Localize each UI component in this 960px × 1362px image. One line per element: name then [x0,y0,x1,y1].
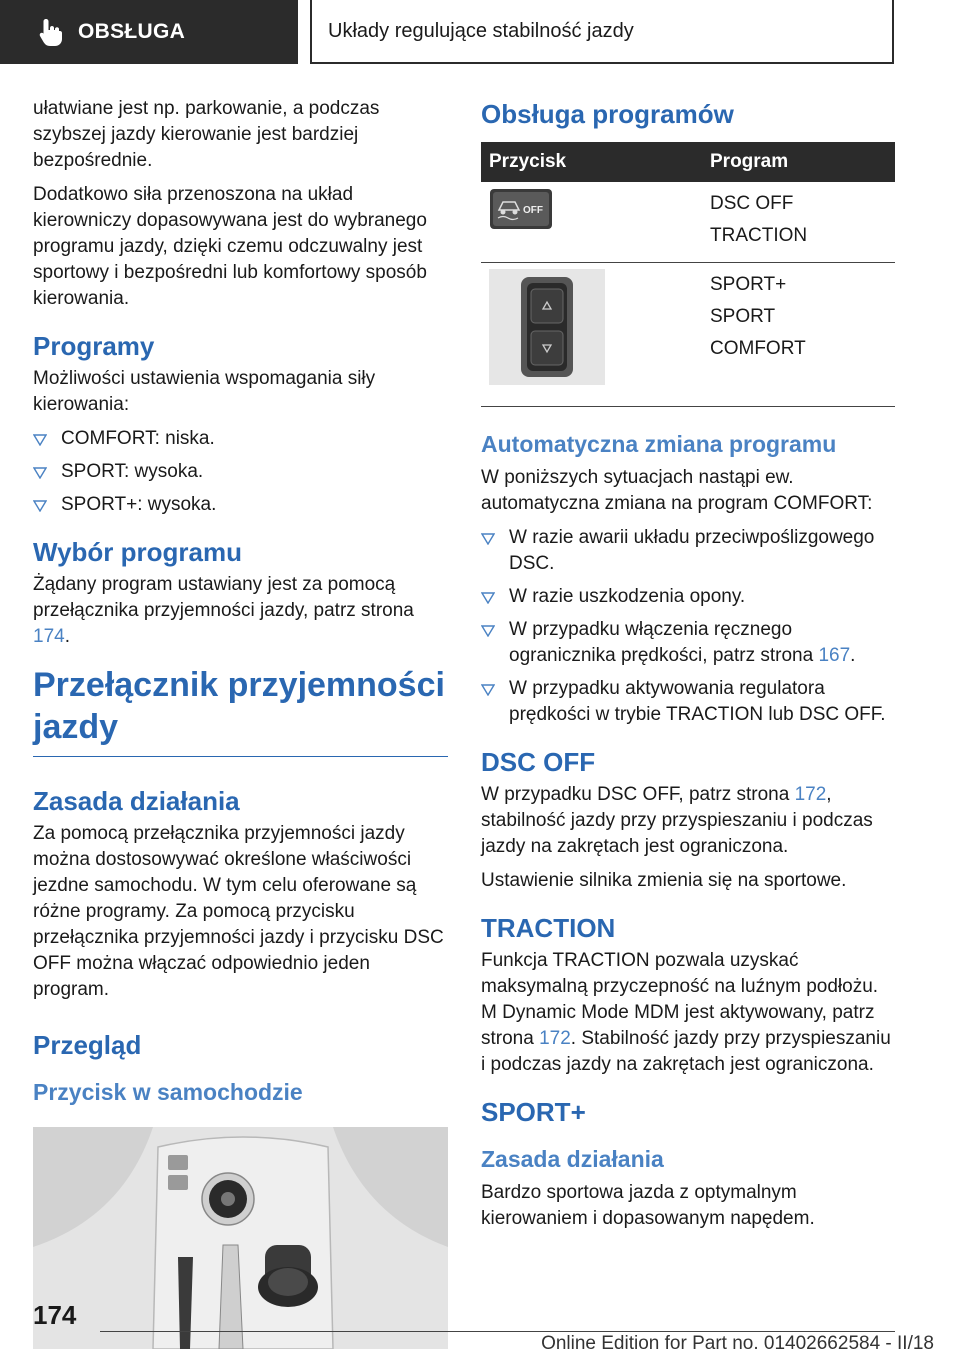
dsc-off-text: W przypadku DSC OFF, patrz strona 172, stabilność jazdy przy przyspieszaniu i podczas jazdy na zakrętach jest ograniczona. [481,784,873,857]
przycisk-heading: Przycisk w samochodzie [33,1079,303,1105]
list-item-text: W przypadku aktywowania regulatora prędkości w trybie TRACTION lub DSC OFF. [509,678,886,725]
zasada-text: Za pomocą przełącznika przyjemności jazdy można dostosowywać określone właściwości jezdne samochodu. W tym celu oferowane są różne programy. Za pomocą przycisku przełącznika przyjemności jazdy i przycisku DSC OFF można włączać odpowiednio jeden program. [33,823,444,1000]
table-cell-program [702,182,895,263]
chapter-title: Układy regulujące stabilność jazdy [310,0,894,64]
sport-plus-heading: SPORT+ [481,1097,586,1127]
edition-text: Online Edition for Part no. 01402662584 - II/18 [541,1333,934,1354]
list-item [481,676,895,728]
program-sport-plus: SPORT+ [710,274,787,295]
dsc-off-heading: DSC OFF [481,747,596,777]
hand-pointer-icon [38,17,64,47]
przeglad-heading: Przegląd [33,1030,142,1060]
page-link-167[interactable]: 167 [818,645,851,666]
programy-list [33,426,448,518]
wybor-text: Żądany program ustawiany jest za pomocą przełącznika przyjemności jazdy, patrz strona 174. [33,574,414,647]
sport-plus-text: Bardzo sportowa jazda z optymalnym kierowaniem i dopasowanym napędem. [481,1182,815,1229]
table-row [481,263,895,407]
program-dsc-off: DSC OFF [710,193,794,214]
svg-text:OFF: OFF [523,205,543,216]
intro-paragraph-1: ułatwiane jest np. parkowanie, a podczas szybszej jazdy kierowanie jest bardziej bezpośrednie. [33,98,380,171]
list-item [481,584,895,610]
triangle-bullet-icon [481,684,495,696]
triangle-bullet-icon [481,533,495,545]
wybor-heading: Wybór programu [33,537,242,567]
table-header-program: Program [702,142,895,182]
programy-text: Możliwości ustawienia wspomagania siły kierowania: [33,368,376,415]
program-table [481,142,895,407]
list-item [481,525,895,577]
program-sport: SPORT [710,306,776,327]
list-item [33,459,448,485]
table-header-przycisk: Przycisk [481,142,702,182]
dsc-off-engine-text: Ustawienie silnika zmienia się na sportowe. [481,870,847,891]
triangle-bullet-icon [33,500,47,512]
traction-text: Funkcja TRACTION pozwala uzyskać maksymalną przyczepność na luźnym podłożu. M Dynamic Mode MDM jest aktywowany, patrz strona 172. Stabilność jazdy przy przyspieszaniu i podczas jazdy na zakrętach jest ograniczona. [481,950,891,1075]
table-row [481,182,895,263]
program-comfort: COMFORT [710,338,806,359]
intro-paragraph-2: Dodatkowo siła przenoszona na układ kierowniczy dopasowywana jest do wybranego programu jazdy, dzięki czemu odczuwalny jest sportowy i bezpośredni lub komfortowy sposób kierowania. [33,184,427,309]
obsluga-heading: Obsługa programów [481,99,734,129]
center-console-illustration [33,1127,448,1349]
table-cell-button [481,182,702,263]
page-link-174[interactable]: 174 [33,626,65,647]
list-item: W przypadku włączenia ręcznego ogranicznika prędkości, patrz strona 167. [481,617,895,669]
zasada-heading: Zasada działania [33,786,240,816]
list-item-text: W razie uszkodzenia opony. [509,586,746,607]
page-link-172[interactable]: 172 [794,784,827,805]
sport-zasada-heading: Zasada działania [481,1146,664,1172]
triangle-bullet-icon [481,592,495,604]
dsc-off-button-icon [489,188,553,230]
left-column [33,96,448,1354]
list-item-text: SPORT: wysoka. [61,461,204,482]
driving-experience-switch-icon [489,269,605,385]
triangle-bullet-icon [33,467,47,479]
section-tab [0,0,298,64]
auto-text: W poniższych sytuacjach nastąpi ew. automatyczna zmiana na program COMFORT: [481,467,873,514]
list-item-text: COMFORT: niska. [61,428,215,449]
footer-divider [100,1331,895,1332]
traction-heading: TRACTION [481,913,616,943]
list-item-text: SPORT+: wysoka. [61,494,217,515]
programy-heading: Programy [33,331,155,361]
auto-heading: Automatyczna zmiana programu [481,431,837,457]
triangle-bullet-icon [33,434,47,446]
auto-list [481,525,895,728]
program-traction: TRACTION [710,225,808,246]
triangle-bullet-icon [481,625,495,637]
table-cell-program [702,263,895,407]
page-number: 174 [33,1300,77,1330]
table-cell-button [481,263,702,407]
main-heading: Przełącznik przyjemności jazdy [33,664,448,757]
list-item [33,492,448,518]
list-item [33,426,448,452]
right-column [481,98,895,1240]
section-label: OBSŁUGA [78,20,186,43]
list-item-text: W razie awarii układu przeciwpoślizgowego DSC. [509,527,875,574]
page-link-172[interactable]: 172 [539,1028,571,1049]
